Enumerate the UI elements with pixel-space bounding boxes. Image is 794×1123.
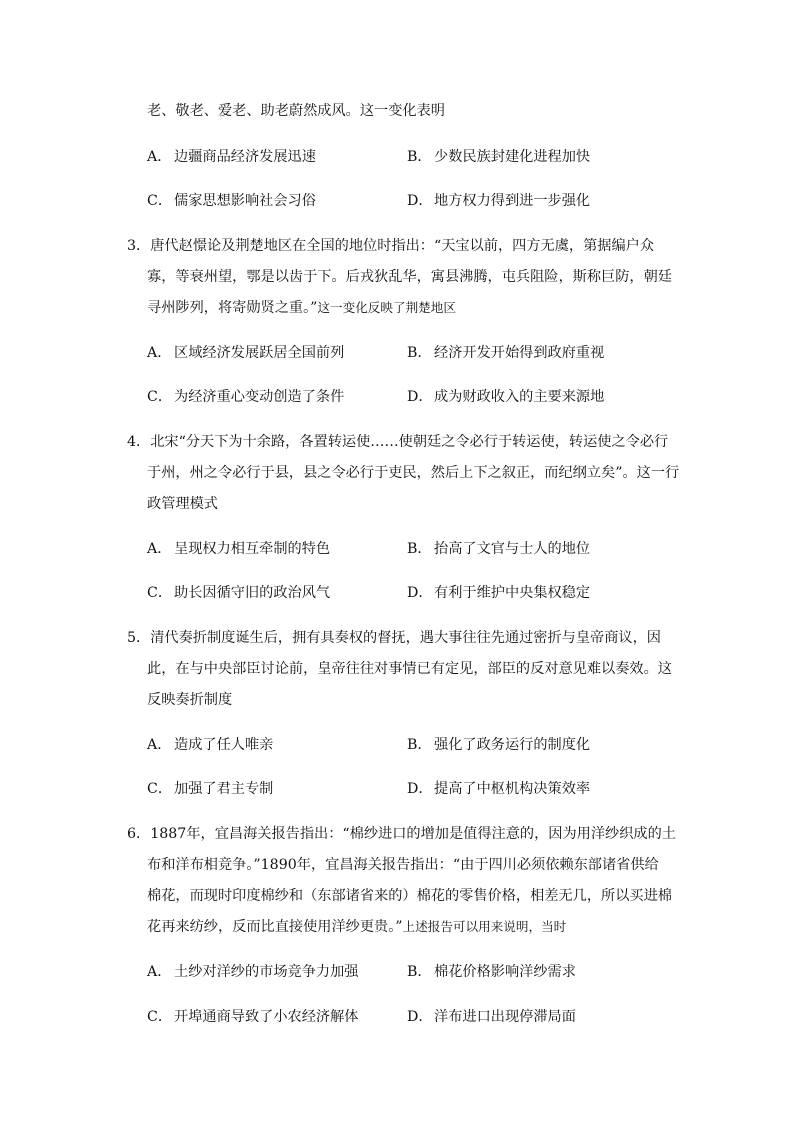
q5-stem-line-3: 反映奏折制度 (147, 692, 233, 708)
option-letter: D． (407, 389, 433, 405)
option-letter: A． (147, 737, 172, 753)
q4-option-d (407, 583, 590, 603)
option-letter: B． (407, 541, 432, 557)
q2-option-a (147, 147, 316, 167)
option-text: 助长因循守旧的政治风气 (174, 585, 331, 601)
q5-option-c (147, 779, 273, 799)
q3-stem-line-2: 寡，等衰州望，鄂是以齿于下。后戎狄乱华，寓县沸腾，屯兵阻险，斯称巨防，朝廷 (147, 269, 672, 285)
q6-stem-line-4 (147, 917, 566, 937)
q3-question: 这一变化反映了荆楚地区 (317, 300, 456, 315)
q3-option-d (407, 387, 604, 407)
option-text: 成为财政收入的主要来源地 (434, 389, 605, 405)
q3-quote-end: 寻州陟列，将寄勋贤之重。” (147, 300, 318, 316)
q4-option-a (147, 539, 330, 559)
q6-option-b (407, 962, 576, 982)
q6-stem-line-2: 布和洋布相竞争。”1890年，宜昌海关报告指出：“由于四川必须依赖东部诸省供给 (147, 857, 659, 873)
option-letter: B． (407, 345, 432, 361)
q4-stem-line-2: 于州，州之令必行于县，县之令必行于吏民，然后上下之叙正，而纪纲立矣”。这一行 (147, 465, 680, 481)
q6-stem-line-3: 棉花，而现时印度棉纱和（东部诸省来的）棉花的零售价格，相差无几，所以买进棉 (147, 888, 672, 904)
option-letter: A． (147, 149, 172, 165)
option-text: 提高了中枢机构决策效率 (434, 781, 591, 797)
option-letter: D． (407, 193, 433, 209)
option-letter: C． (147, 389, 173, 405)
q3-option-b (407, 343, 604, 363)
option-letter: A． (147, 964, 172, 980)
q5-stem-line-2: 此，在与中央部臣讨论前，皇帝往往对事情已有定见，部臣的反对意见难以奏效。这 (147, 661, 672, 677)
option-text: 土纱对洋纱的市场竞争力加强 (174, 964, 359, 980)
q5-option-a (147, 735, 273, 755)
q5-option-d (407, 779, 590, 799)
option-letter: B． (407, 149, 432, 165)
q4-stem-line-1: 4．北宋“分天下为十余路，各置转运使……使朝廷之令必行于转运使，转运使之令必行 (127, 434, 669, 450)
q4-option-b (407, 539, 590, 559)
q6-option-c (147, 1007, 358, 1027)
option-text: 洋布进口出现停滞局面 (434, 1009, 576, 1025)
option-text: 为经济重心变动创造了条件 (174, 389, 345, 405)
option-letter: C． (147, 781, 173, 797)
q2-option-d (407, 191, 590, 211)
q6-question: 上述报告可以用来说明，当时 (402, 919, 567, 934)
option-text: 造成了任人唯亲 (174, 737, 274, 753)
option-text: 地方权力得到进一步强化 (434, 193, 591, 209)
option-letter: D． (407, 585, 433, 601)
q6-quote-end: 花再来纺纱，反而比直接使用洋纱更贵。” (147, 919, 403, 935)
option-letter: C． (147, 1009, 173, 1025)
q2-option-b (407, 147, 590, 167)
q4-stem-line-3: 政管理模式 (147, 496, 218, 512)
option-letter: C． (147, 585, 173, 601)
option-text: 区域经济发展跃居全国前列 (174, 345, 345, 361)
q6-stem-line-1: 6．1887年，宜昌海关报告指出：“棉纱进口的增加是值得注意的，因为用洋纱织成的土 (127, 826, 676, 842)
option-letter: A． (147, 345, 172, 361)
option-letter: B． (407, 737, 432, 753)
q4-option-c (147, 583, 330, 603)
option-text: 呈现权力相互牵制的特色 (174, 541, 331, 557)
option-letter: B． (407, 964, 432, 980)
q5-stem-line-1: 5．清代奏折制度诞生后，拥有具奏权的督抚，遇大事往往先通过密折与皇帝商议，因 (127, 630, 661, 646)
option-text: 棉花价格影响洋纱需求 (434, 964, 576, 980)
option-text: 加强了君主专制 (174, 781, 274, 797)
option-text: 有利于维护中央集权稳定 (434, 585, 591, 601)
option-text: 强化了政务运行的制度化 (434, 737, 591, 753)
q2-option-c (147, 191, 316, 211)
q6-option-d (407, 1007, 576, 1027)
option-text: 儒家思想影响社会习俗 (174, 193, 316, 209)
option-text: 经济开发开始得到政府重视 (434, 345, 605, 361)
option-text: 开埠通商导致了小农经济解体 (174, 1009, 359, 1025)
option-text: 抬高了文官与士人的地位 (434, 541, 591, 557)
q3-stem-line-1: 3．唐代赵憬论及荆楚地区在全国的地位时指出：“天宝以前，四方无虞，第据编户众 (127, 238, 655, 254)
option-letter: C． (147, 193, 173, 209)
option-letter: A． (147, 541, 172, 557)
option-text: 少数民族封建化进程加快 (434, 149, 591, 165)
q6-option-a (147, 962, 358, 982)
option-letter: D． (407, 781, 433, 797)
q2-stem-tail: 老、敬老、爱老、助老蔚然成风。这一变化表明 (147, 103, 445, 119)
q3-stem-line-3 (147, 298, 456, 318)
q3-option-c (147, 387, 344, 407)
option-letter: D． (407, 1009, 433, 1025)
q5-option-b (407, 735, 590, 755)
option-text: 边疆商品经济发展迅速 (174, 149, 316, 165)
q3-option-a (147, 343, 344, 363)
